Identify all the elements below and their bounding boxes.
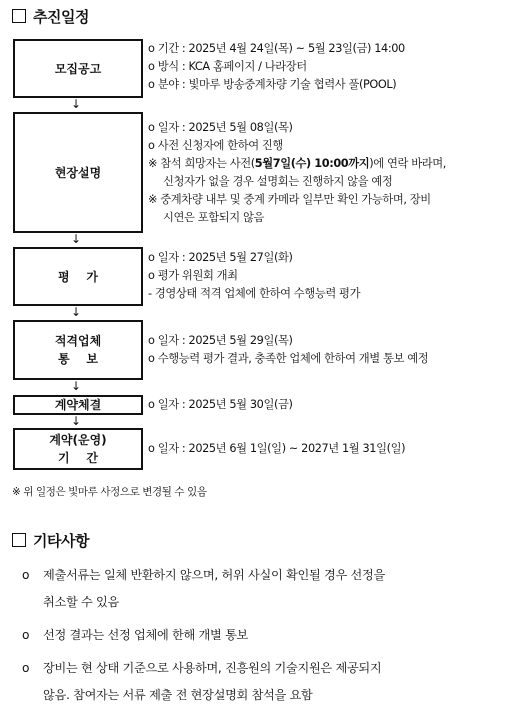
detail-line: - 경영상태 적격 업체에 한하여 수행능력 평가: [148, 287, 361, 300]
detail-line: o 수행능력 평가 결과, 충족한 업체에 한하여 개별 통보 예정: [148, 352, 429, 365]
step-details-evaluation: [148, 249, 504, 303]
step-recruitment-notice: [13, 39, 143, 98]
other-heading: [12, 530, 89, 551]
other-heading-text: 기타사항: [33, 532, 89, 550]
checkbox-square-icon: [12, 533, 26, 547]
down-arrow-icon: ↓: [71, 379, 82, 393]
step-contract: [13, 395, 143, 415]
down-arrow-icon: ↓: [71, 232, 82, 246]
step-label: 계약체결: [54, 398, 102, 412]
detail-line: o 일자 : 2025년 5월 30일(금): [148, 398, 293, 411]
detail-line: 신청자가 없을 경우 설명회는 진행하지 않을 예정: [163, 175, 393, 188]
schedule-heading: [12, 6, 89, 27]
step-label: 적격업체: [54, 334, 102, 348]
detail-line: o 일자 : 2025년 5월 08일(목): [148, 121, 293, 134]
detail-line: o 방식 : KCA 홈페이지 / 나라장터: [148, 60, 307, 73]
detail-line: o 일자 : 2025년 5월 29일(목): [148, 334, 293, 347]
other-item: o 제출서류는 일체 반환하지 않으며, 허위 사실이 확인될 경우 선정을 취소할 수 있음: [22, 562, 500, 616]
step-label: 기 간: [58, 451, 98, 465]
other-item: o 선정 결과는 선정 업체에 한해 개별 통보: [22, 622, 500, 649]
detail-line: ※ 중계차량 내부 및 중계 카메라 일부만 확인 가능하며, 장비: [148, 193, 431, 206]
bullet-circle-icon: o: [22, 568, 30, 582]
step-details-recruitment: [148, 40, 504, 94]
step-label: 계약(운영): [49, 433, 107, 447]
down-arrow-icon: ↓: [71, 97, 82, 111]
step-details-site-briefing: [148, 119, 504, 227]
step-label: 평 가: [58, 269, 98, 284]
bullet-circle-icon: o: [22, 661, 30, 675]
down-arrow-icon: ↓: [71, 305, 82, 319]
schedule-heading-text: 추진일정: [33, 8, 89, 26]
step-details-contract-period: [148, 440, 504, 458]
step-details-contract: [148, 396, 504, 414]
detail-line: 시연은 포함되지 않음: [163, 211, 264, 224]
bullet-circle-icon: o: [22, 628, 30, 642]
checkbox-square-icon: [12, 9, 26, 23]
step-label: 모집공고: [54, 61, 102, 76]
step-contract-period: [13, 428, 143, 470]
down-arrow-icon: ↓: [71, 414, 82, 428]
step-site-briefing: [13, 112, 143, 233]
other-item: o 장비는 현 상태 기준으로 사용하며, 진흥원의 기술지원은 제공되지 않음. 참여자는 서류 제출 전 현장설명회 참석을 요함: [22, 655, 500, 709]
step-evaluation: [13, 247, 143, 306]
detail-line: o 기간 : 2025년 4월 24일(목) ~ 5월 23일(금) 14:00: [148, 42, 405, 55]
step-qualified-notice: [13, 320, 143, 380]
detail-line: o 평가 위원회 개최: [148, 269, 238, 282]
schedule-note: ※ 위 일정은 빛마루 사정으로 변경될 수 있음: [12, 486, 207, 498]
step-label: 통 보: [58, 352, 98, 366]
detail-line: o 일자 : 2025년 6월 1일(일) ~ 2027년 1월 31일(일): [148, 442, 406, 455]
step-details-qualified-notice: [148, 332, 504, 368]
detail-line: ※ 참석 희망자는 사전(5월7일(수) 10:00까지)에 연락 바라며,: [148, 157, 446, 170]
detail-line: o 사전 신청자에 한하여 진행: [148, 139, 283, 152]
step-label: 현장설명: [54, 165, 102, 180]
detail-line: o 분야 : 빛마루 방송중계차량 기술 협력사 풀(POOL): [148, 78, 397, 91]
other-items: [22, 562, 500, 709]
detail-line: o 일자 : 2025년 5월 27일(화): [148, 251, 293, 264]
